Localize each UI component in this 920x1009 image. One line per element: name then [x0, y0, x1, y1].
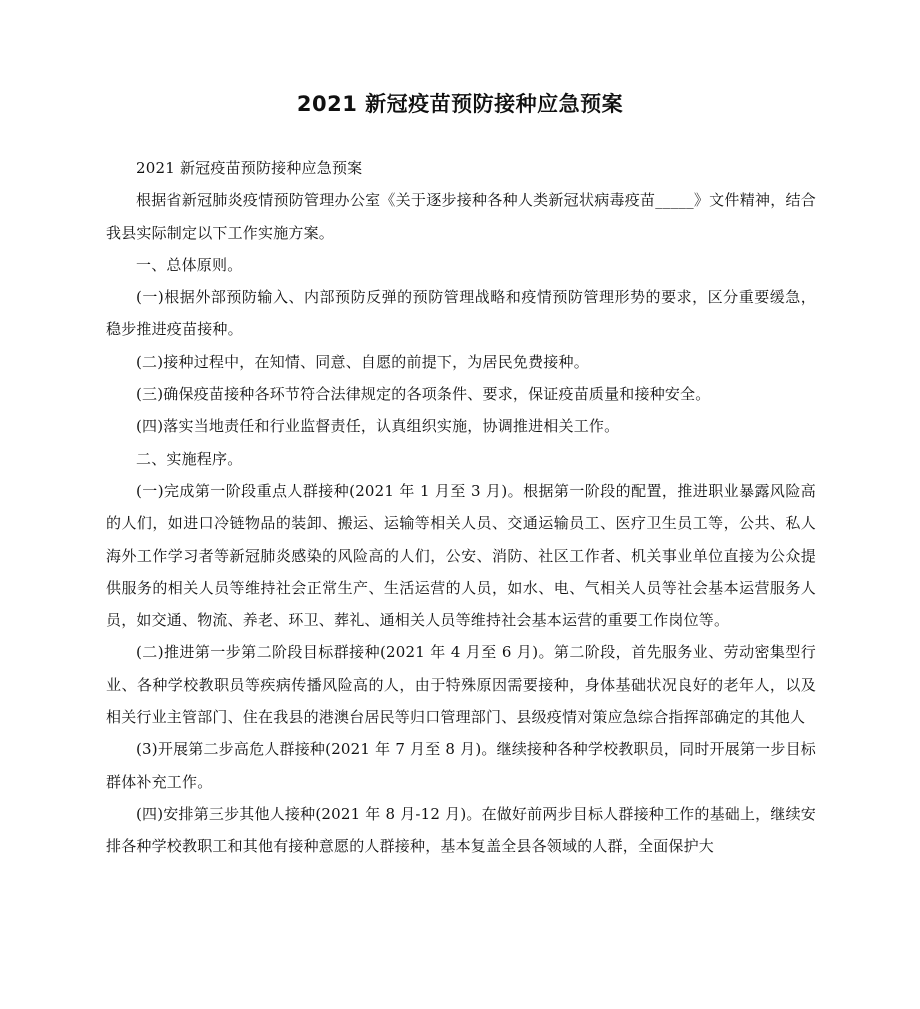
section-heading-principles: 一、总体原则。: [136, 255, 243, 274]
paragraph-stage-2: (二)推进第一步第二阶段目标群接种(2021 年 4 月至 6 月)。第二阶段，首先服务业、劳动密集型行业、各种学校教职员等疾病传播风险高的人，由于特殊原因需要接种，身体基础状况良好的老年人，以及相关行业主管部门、住在我县的港澳台居民等归口管理部门、县级疫情对策应急综合指挥部确定的其他人: [106, 643, 816, 727]
paragraph-stage-1: (一)完成第一阶段重点人群接种(2021 年 1 月至 3 月)。根据第一阶段的配置，推进职业暴露风险高的人们，如进口冷链物品的装卸、搬运、运输等相关人员、交通运输员工、医疗卫生员工等，公共、私人海外工作学习者等新冠肺炎感染的风险高的人们，公安、消防、社区工作者、机关事业单位直接为公众提供服务的相关人员等维持社会正常生产、生活运营的人员，如水、电、气相关人员等社会基本运营服务人员，如交通、物流、养老、环卫、葬礼、通相关人员等维持社会基本运营的重要工作岗位等。: [106, 481, 816, 630]
paragraph-principle-4: (四)落实当地责任和行业监督责任，认真组织实施，协调推进相关工作。: [136, 417, 620, 436]
paragraph-subtitle: 2021 新冠疫苗预防接种应急预案: [136, 159, 363, 177]
paragraph-stage-3: (3)开展第二步高危人群接种(2021 年 7 月至 8 月)。继续接种各种学校教职员，同时开展第一步目标群体补充工作。: [106, 740, 816, 791]
paragraph-principle-1: (一)根据外部预防输入、内部预防反弹的预防管理战略和疫情预防管理形势的要求，区分重要缓急，稳步推进疫苗接种。: [106, 288, 816, 339]
section-heading-procedure: 二、实施程序。: [136, 449, 243, 468]
paragraph-principle-3: (三)确保疫苗接种各环节符合法律规定的各项条件、要求，保证疫苗质量和接种安全。: [136, 385, 711, 404]
document-body: [106, 152, 816, 863]
paragraph-basis: 根据省新冠肺炎疫情预防管理办公室《关于逐步接种各种人类新冠状病毒疫苗_____》文件精神，结合我县实际制定以下工作实施方案。: [106, 191, 816, 242]
paragraph-principle-2: (二)接种过程中，在知情、同意、自愿的前提下，为居民免费接种。: [136, 352, 589, 371]
paragraph-stage-4: (四)安排第三步其他人接种(2021 年 8 月-12 月)。在做好前两步目标人群接种工作的基础上，继续安排各种学校教职工和其他有接种意愿的人群接种，基本复盖全县各领域的人群，全面保护大: [106, 804, 816, 856]
document-title: 2021 新冠疫苗预防接种应急预案: [296, 92, 624, 116]
